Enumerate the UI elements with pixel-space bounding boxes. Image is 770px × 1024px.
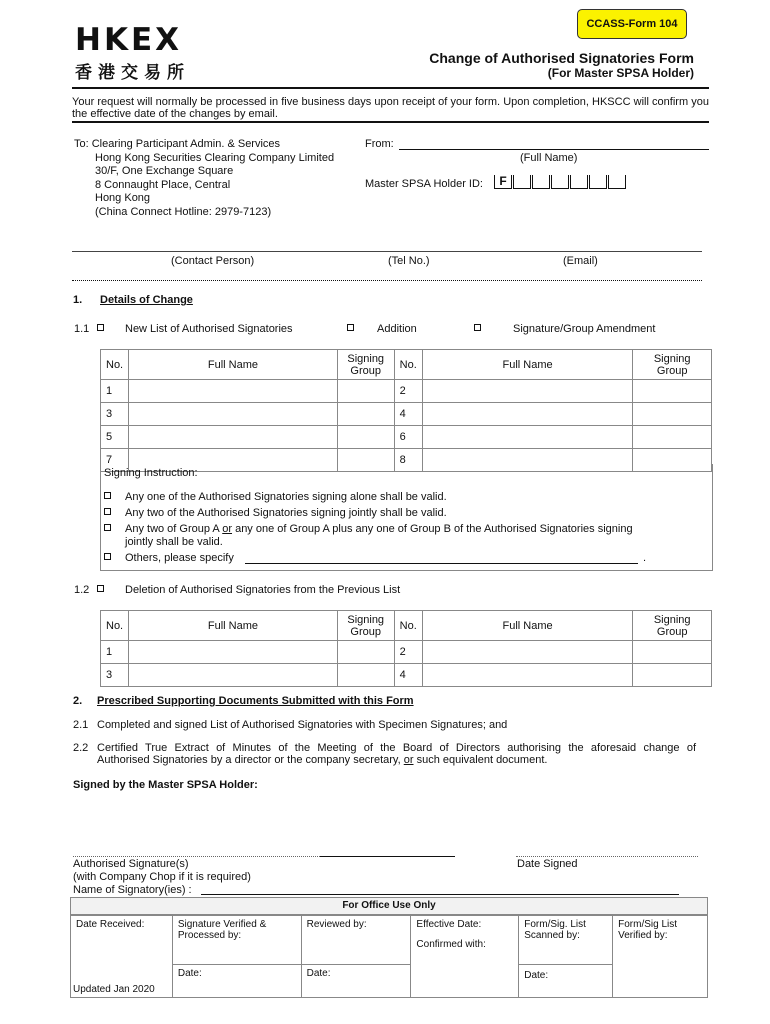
col-header-full-name: Full Name: [422, 611, 633, 641]
spsa-holder-id-label: Master SPSA Holder ID:: [365, 178, 483, 190]
email-caption: (Email): [563, 255, 598, 267]
full-name-cell[interactable]: [129, 426, 338, 449]
col-header-no: No.: [394, 611, 422, 641]
authorised-signature-label: Authorised Signature(s): [73, 858, 189, 870]
row-number: 8: [394, 449, 422, 472]
spsa-id-digit[interactable]: [551, 175, 569, 189]
amendment-checkbox[interactable]: [474, 324, 481, 331]
signing-group-cell[interactable]: [633, 426, 712, 449]
new-list-checkbox[interactable]: [97, 324, 104, 331]
contact-person-caption: (Contact Person): [171, 255, 255, 267]
spsa-id-prefix: F: [494, 175, 512, 189]
from-input-line[interactable]: [399, 149, 709, 150]
signing-group-cell[interactable]: [633, 380, 712, 403]
full-name-cell[interactable]: [422, 426, 633, 449]
col-header-no: No.: [101, 611, 129, 641]
row-number: 6: [394, 426, 422, 449]
section1-2-number: 1.2: [74, 584, 90, 596]
row-number: 4: [394, 403, 422, 426]
col-header-signing-group: Signing Group: [633, 350, 712, 380]
row-number: 2: [394, 641, 422, 664]
signed-by-label: Signed by the Master SPSA Holder:: [73, 779, 258, 791]
instruction-option3-cont: jointly shall be valid.: [125, 536, 223, 548]
col-header-full-name: Full Name: [422, 350, 633, 380]
item2-2-number: 2.2: [73, 742, 89, 754]
deleted-signatories-table: [100, 610, 712, 687]
company-chop-label: (with Company Chop if it is required): [73, 871, 251, 883]
table-row: [101, 641, 712, 664]
hotline-line: (China Connect Hotline: 2979-7123): [95, 205, 272, 218]
signing-group-cell[interactable]: [337, 426, 394, 449]
addition-label: Addition: [377, 323, 417, 335]
signing-group-cell[interactable]: [633, 641, 712, 664]
item2-2-text: Certified True Extract of Minutes of the Meeting of the Board of Directors authorising the aforesaid change of: [97, 742, 696, 754]
col-header-signing-group: Signing Group: [337, 350, 394, 380]
section1-title: Details of Change: [100, 294, 193, 306]
table-row: [101, 403, 712, 426]
deletion-label: Deletion of Authorised Signatories from the Previous List: [125, 584, 401, 596]
addition-checkbox[interactable]: [347, 324, 354, 331]
contact-input-line[interactable]: [72, 251, 702, 252]
new-list-label: New List of Authorised Signatories: [125, 323, 293, 335]
col-header-full-name: Full Name: [129, 350, 338, 380]
signing-group-cell[interactable]: [337, 664, 394, 687]
table-row: [101, 380, 712, 403]
spsa-id-digit[interactable]: [570, 175, 588, 189]
date-signed-line[interactable]: [516, 856, 698, 857]
instruction-option3-checkbox[interactable]: [104, 524, 111, 531]
address-line: Hong Kong Securities Clearing Company Limited: [95, 151, 335, 164]
section2-title: Prescribed Supporting Documents Submitted with this Form: [97, 695, 414, 707]
tel-caption: (Tel No.): [388, 255, 430, 267]
hkex-logo: HKEX: [75, 22, 183, 58]
date-signed-label: Date Signed: [517, 858, 578, 870]
full-name-caption: (Full Name): [520, 152, 578, 164]
full-name-cell[interactable]: [129, 641, 338, 664]
instruction-option4: Others, please specify: [125, 552, 234, 564]
signing-group-cell[interactable]: [633, 403, 712, 426]
office-use-title: For Office Use Only: [70, 897, 708, 915]
verified-by-cell[interactable]: Form/Sig List Verified by:: [613, 916, 708, 998]
signing-group-cell[interactable]: [337, 641, 394, 664]
signing-group-cell[interactable]: [633, 664, 712, 687]
form-subtitle: (For Master SPSA Holder): [547, 66, 694, 80]
others-period: .: [643, 552, 647, 564]
full-name-cell[interactable]: [129, 403, 338, 426]
address-block: [74, 138, 334, 219]
full-name-cell[interactable]: [422, 403, 633, 426]
col-header-signing-group: Signing Group: [633, 611, 712, 641]
signatory-name-label: Name of Signatory(ies) :: [73, 884, 192, 896]
deletion-checkbox[interactable]: [97, 585, 104, 592]
office-use-box: [70, 897, 708, 998]
row-number: 3: [101, 403, 129, 426]
signing-group-cell[interactable]: [337, 403, 394, 426]
scanned-by-cell[interactable]: Form/Sig. List Scanned by: Date:: [519, 916, 613, 998]
spsa-id-digit[interactable]: [589, 175, 607, 189]
row-number: 3: [101, 664, 129, 687]
table-row: [101, 664, 712, 687]
full-name-cell[interactable]: [422, 380, 633, 403]
intro-divider: [72, 121, 709, 123]
section2-number: 2.: [73, 695, 83, 707]
amendment-label: Signature/Group Amendment: [513, 323, 656, 335]
spsa-id-digit[interactable]: [532, 175, 550, 189]
spsa-id-digit[interactable]: [608, 175, 626, 189]
section1-number: 1.: [73, 294, 83, 306]
row-number: 1: [101, 380, 129, 403]
instruction-option3: Any two of Group A or any one of Group A plus any one of Group B of the Authorised Signatories signing: [125, 523, 633, 535]
reviewed-by-cell[interactable]: Reviewed by: Date:: [301, 916, 411, 998]
signatory-name-line[interactable]: [201, 894, 679, 895]
row-number: 2: [394, 380, 422, 403]
item2-2-text-cont: Authorised Signatories by a director or the company secretary, or such equivalent document.: [97, 754, 548, 766]
hkex-logo-chinese: 香港交易所: [75, 63, 190, 82]
full-name-cell[interactable]: [422, 641, 633, 664]
col-header-full-name: Full Name: [129, 611, 338, 641]
header-divider: [72, 87, 709, 89]
table-row: [101, 426, 712, 449]
row-number: 4: [394, 664, 422, 687]
intro-text: Your request will normally be processed in five business days upon receipt of your form. Upon completion, HKSCC will confirm you the effective date of the changes by email.: [72, 96, 709, 120]
signing-group-cell[interactable]: [337, 380, 394, 403]
form-code-badge: CCASS-Form 104: [577, 9, 687, 39]
office-use-table: [70, 915, 708, 998]
item2-1-text: Completed and signed List of Authorised Signatories with Specimen Signatures; and: [97, 719, 508, 731]
dotted-separator: [72, 280, 702, 281]
full-name-cell[interactable]: [129, 664, 338, 687]
to-line: To: Clearing Participant Admin. & Services: [74, 138, 281, 150]
signing-instruction-label: Signing Instruction:: [104, 467, 198, 479]
full-name-cell[interactable]: [422, 664, 633, 687]
date-received-cell[interactable]: Date Received:: [71, 916, 173, 998]
sig-verified-cell[interactable]: Signature Verified & Processed by: Date:: [172, 916, 301, 998]
footer-updated: Updated Jan 2020: [73, 984, 155, 995]
instruction-option4-checkbox[interactable]: [104, 553, 111, 560]
row-number: 7: [101, 449, 129, 472]
spsa-holder-id-boxes[interactable]: [494, 175, 627, 189]
signature-line[interactable]: [320, 856, 455, 857]
full-name-cell[interactable]: [129, 380, 338, 403]
col-header-signing-group: Signing Group: [337, 611, 394, 641]
others-specify-line[interactable]: [245, 563, 638, 564]
spsa-id-digit[interactable]: [513, 175, 531, 189]
address-line: 8 Connaught Place, Central: [95, 178, 231, 191]
instruction-option1: Any one of the Authorised Signatories signing alone shall be valid.: [125, 491, 447, 503]
instruction-option2: Any two of the Authorised Signatories signing jointly shall be valid.: [125, 507, 447, 519]
section1-1-number: 1.1: [74, 323, 90, 335]
row-number: 1: [101, 641, 129, 664]
signature-line-dotted[interactable]: [73, 856, 320, 857]
row-number: 5: [101, 426, 129, 449]
new-signatories-table: [100, 349, 712, 472]
address-line: Hong Kong: [95, 192, 151, 204]
instruction-option2-checkbox[interactable]: [104, 508, 111, 515]
item2-1-number: 2.1: [73, 719, 89, 731]
instruction-option1-checkbox[interactable]: [104, 492, 111, 499]
effective-date-cell[interactable]: Effective Date: Confirmed with:: [411, 916, 519, 998]
address-line: 30/F, One Exchange Square: [95, 165, 234, 177]
col-header-no: No.: [101, 350, 129, 380]
form-title: Change of Authorised Signatories Form: [429, 50, 694, 66]
from-label: From:: [365, 138, 394, 150]
col-header-no: No.: [394, 350, 422, 380]
